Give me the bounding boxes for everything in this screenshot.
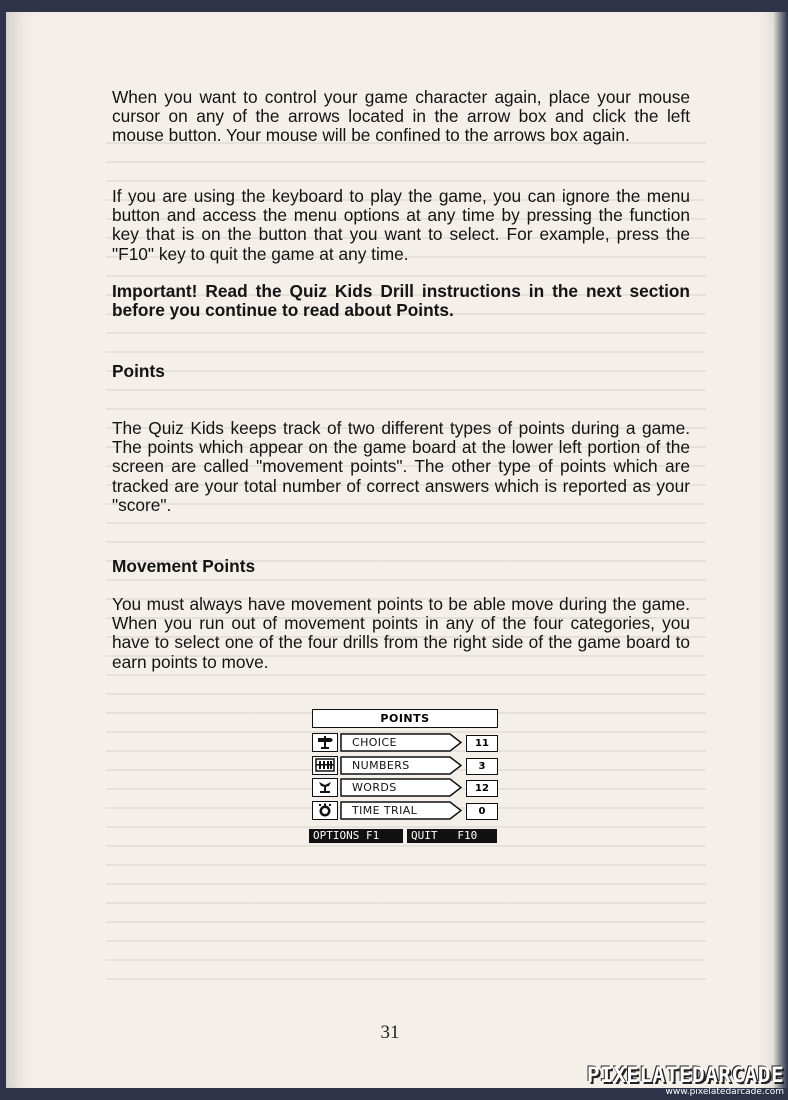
stopwatch-icon xyxy=(312,801,338,820)
points-row-numbers xyxy=(312,756,496,775)
page-edge-shadow xyxy=(774,12,788,1088)
category-arrow-time-trial xyxy=(340,801,462,818)
page-number: 31 xyxy=(380,1022,400,1043)
points-panel-illustration xyxy=(308,709,498,845)
category-arrow-choice xyxy=(340,733,462,750)
quit-button: QUIT F10 xyxy=(407,829,497,843)
heading-movement-points: Movement Points xyxy=(112,556,256,576)
paragraph-movement-points: You must always have movement points to be able move during the game. When you run out of movement points in any of the four categories, you have to select one of the four drills from the right side of the game board to earn points to move. xyxy=(112,594,690,672)
paragraph-keyboard: If you are using the keyboard to play the game, you can ignore the menu button and access the menu options at any time by pressing the function key that is on the button that you want to select. For example, press the "F10" key to quit the game at any time. xyxy=(112,186,690,264)
paragraph-important-note: Important! Read the Quiz Kids Drill instructions in the next section before you continue to read about Points. xyxy=(112,281,690,321)
category-value: 3 xyxy=(466,758,498,775)
points-row-words xyxy=(312,778,496,797)
watermark xyxy=(587,1063,784,1097)
category-label: WORDS xyxy=(352,781,397,794)
options-button: OPTIONS F1 xyxy=(309,829,403,843)
category-arrow-numbers xyxy=(340,756,462,773)
category-arrow-words xyxy=(340,778,462,795)
signpost-icon xyxy=(312,733,338,752)
points-row-choice xyxy=(312,733,496,752)
category-label: TIME TRIAL xyxy=(352,804,418,817)
paragraph-control-character: When you want to control your game character again, place your mouse cursor on any of the arrows located in the arrow box and click the left mouse button. Your mouse will be confined to the arrows box again. xyxy=(112,87,690,146)
category-value: 11 xyxy=(466,735,498,752)
category-value: 0 xyxy=(466,803,498,820)
category-value: 12 xyxy=(466,780,498,797)
points-row-time-trial xyxy=(312,801,496,820)
abacus-icon xyxy=(312,756,338,775)
points-panel-title: POINTS xyxy=(312,709,498,728)
category-label: NUMBERS xyxy=(352,759,410,772)
manual-page xyxy=(6,12,774,1088)
paragraph-points-types: The Quiz Kids keeps track of two different types of points during a game. The points which appear on the game board at the lower left portion of the screen are called "movement points". The other type of points which are tracked are your total number of correct answers which is reported as your "score". xyxy=(112,418,690,515)
stamp-icon xyxy=(312,778,338,797)
watermark-url: www.pixelatedarcade.com xyxy=(665,1087,784,1097)
category-label: CHOICE xyxy=(352,736,397,749)
watermark-title: PIXELATEDARCADE xyxy=(586,1063,784,1087)
heading-points: Points xyxy=(112,361,165,381)
